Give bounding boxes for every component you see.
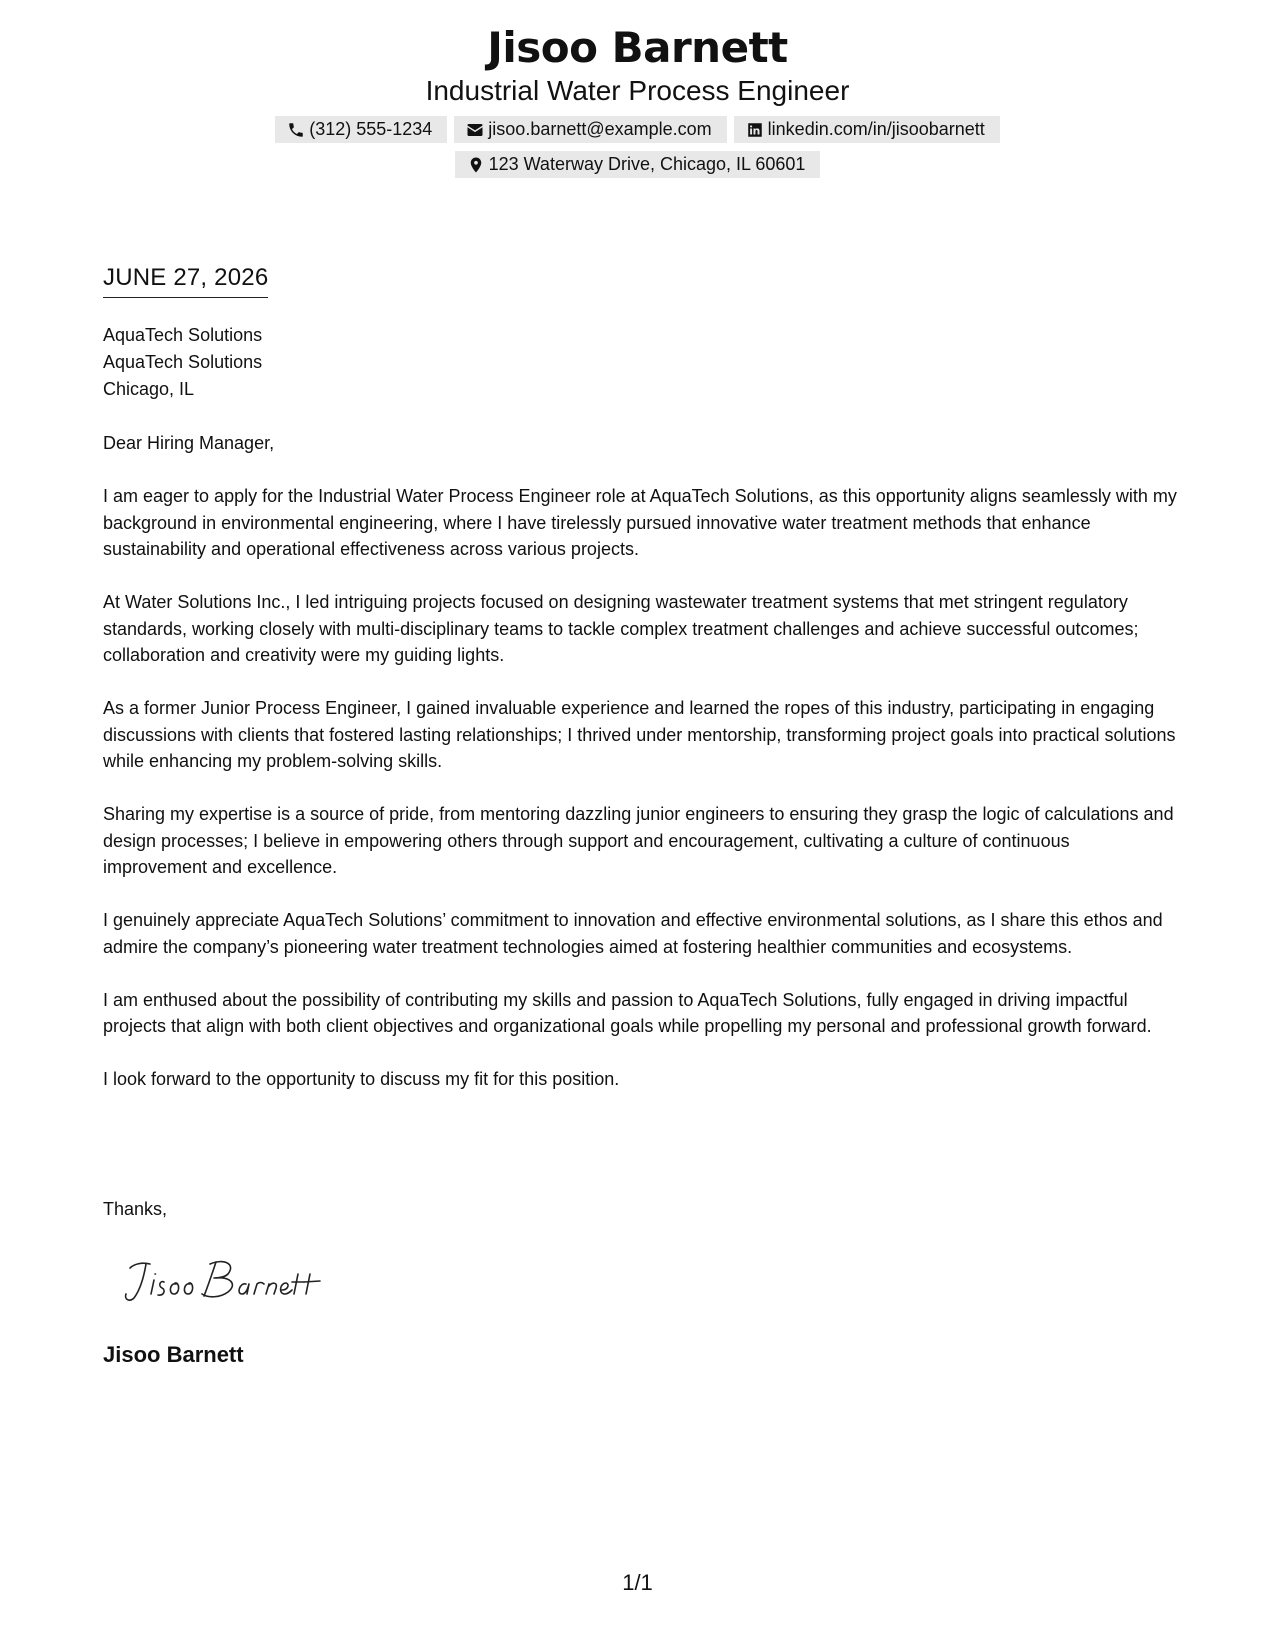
body-paragraph: Sharing my expertise is a source of pride, from mentoring dazzling junior engineers to ensuring they grasp the logic of calculations and design processes; I believe in empowering others through support and encouragement, cultivating a culture of continuous improvement and excellence. [103,804,1174,877]
map-marker-icon [467,156,485,174]
contact-row-2 [0,151,1275,178]
recipient-line: AquaTech Solutions [103,325,263,345]
letter-header [0,22,1275,178]
recipient-line: AquaTech Solutions [103,352,263,372]
linkedin-chip[interactable] [734,116,1000,143]
body-paragraph: I am enthused about the possibility of contributing my skills and passion to AquaTech Solutions, fully engaged in driving impactful projects that align with both client objectives and organizational goals while propelling my personal and professional growth forward. [103,989,1152,1036]
page-number: 1/1 [622,1570,653,1595]
email-text: jisoo.barnett@example.com [488,119,712,139]
letter-date: JUNE 27, 2026 [103,262,268,298]
signer-name: Jisoo Barnett [103,1342,244,1367]
body-paragraph: At Water Solutions Inc., I led intriguing projects focused on designing wastewater treatment systems that met stringent regulatory standards, working closely with multi-disciplinary teams to tackle complex treatment challenges and achieve successful outcomes; collaboration and creativity were my guiding lights. [103,592,1139,665]
phone-icon [287,121,305,139]
contact-row-1 [0,116,1275,143]
address-text: 123 Waterway Drive, Chicago, IL 60601 [488,154,806,174]
applicant-name: Jisoo Barnett [487,23,788,72]
closing: Thanks, [103,1199,168,1219]
envelope-icon [466,121,484,139]
recipient-block [103,322,262,403]
phone-text: (312) 555-1234 [309,119,433,139]
handwritten-signature [120,1250,350,1310]
applicant-title: Industrial Water Process Engineer [425,75,850,106]
email-chip[interactable] [454,116,726,143]
body-paragraph: As a former Junior Process Engineer, I gained invaluable experience and learned the ropes of this industry, participating in engaging discussions with clients that fostered lasting relationships; I thrived under mentorship, transforming project goals into practical solutions while enhancing my problem-solving skills. [103,698,1176,771]
body-paragraph: I genuinely appreciate AquaTech Solutions’ commitment to innovation and effective environmental solutions, as I share this ethos and admire the company’s pioneering water treatment technologies aimed at fostering healthier communities and ecosystems. [103,910,1163,957]
address-chip [455,151,821,178]
linkedin-icon [746,121,764,139]
letter-body [103,430,1178,1119]
phone-chip[interactable] [275,116,447,143]
recipient-line: Chicago, IL [103,379,195,399]
body-paragraph: I am eager to apply for the Industrial Water Process Engineer role at AquaTech Solutions, as this opportunity aligns seamlessly with my background in environmental engineering, where I have tirelessly pursued innovative water treatment methods that enhance sustainability and operational effectiveness across various projects. [103,486,1177,559]
salutation: Dear Hiring Manager, [103,433,275,453]
linkedin-text: linkedin.com/in/jisoobarnett [767,119,985,139]
body-paragraph: I look forward to the opportunity to discuss my fit for this position. [103,1069,620,1089]
